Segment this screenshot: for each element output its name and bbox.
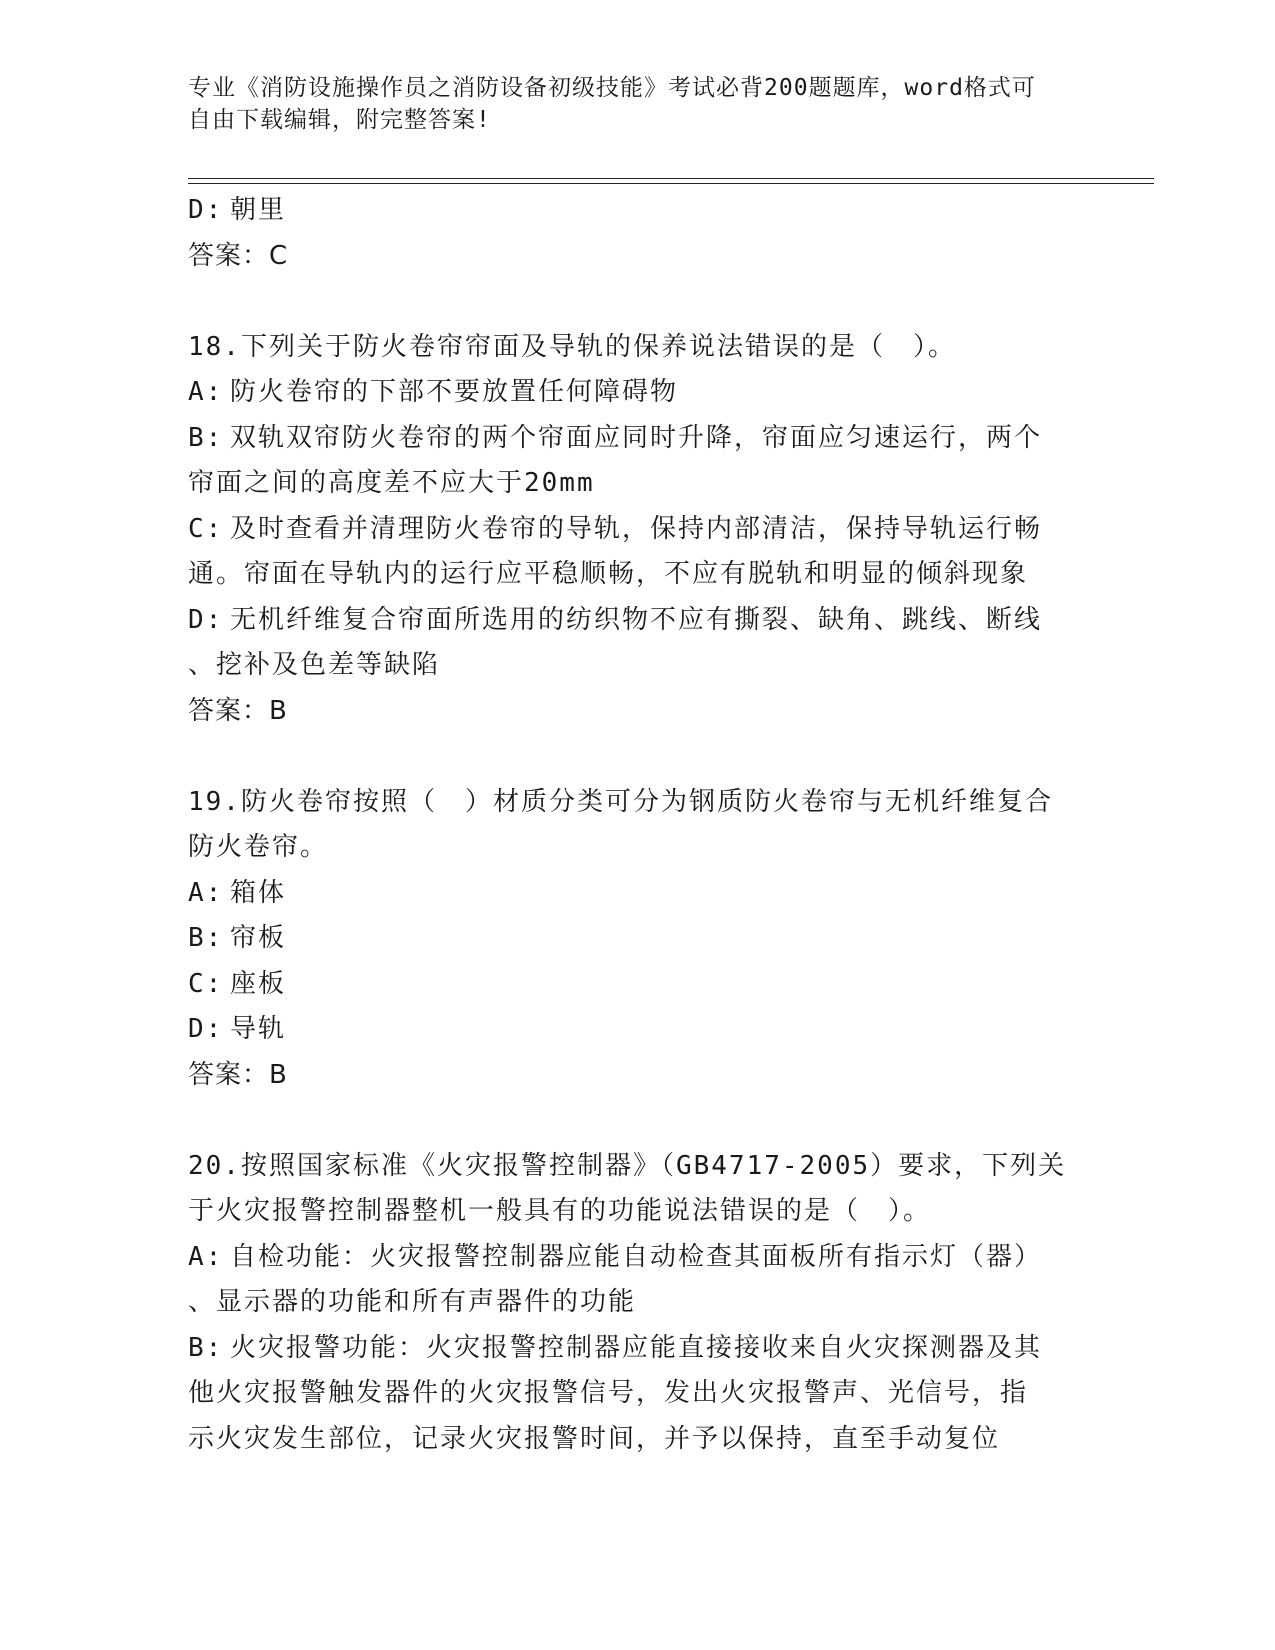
q18-option-a bbox=[188, 370, 1068, 416]
header-title-line-1: 专业《消防设施操作员之消防设备初级技能》考试必背200题题库，word格式可 bbox=[188, 75, 1036, 101]
option-text: 双轨双帘防火卷帘的两个帘面应同时升降，帘面应匀速运行，两个 bbox=[230, 422, 1043, 453]
option-label: B: bbox=[188, 422, 224, 453]
option-text: 座板 bbox=[230, 968, 287, 999]
option-text: 朝里 bbox=[230, 195, 287, 225]
option-label: D: bbox=[188, 195, 224, 225]
q20-option-b bbox=[188, 1326, 1068, 1372]
option-label: B: bbox=[188, 923, 224, 953]
q20-option-b-cont-2: 示火灾发生部位，记录火灾报警时间，并予以保持，直至手动复位 bbox=[188, 1423, 1001, 1454]
option-label: D: bbox=[188, 1014, 224, 1044]
q19-option-b bbox=[188, 916, 1068, 962]
q19-stem: 19.防火卷帘按照（ ）材质分类可分为钢质防火卷帘与无机纤维复合 bbox=[188, 786, 1053, 817]
option-label: A: bbox=[188, 1241, 224, 1272]
option-text: 帘板 bbox=[230, 923, 287, 953]
spacer bbox=[188, 734, 1068, 780]
q18-option-b-cont: 帘面之间的高度差不应大于20mm bbox=[188, 468, 595, 498]
q20-stem: 20.按照国家标准《火灾报警控制器》（GB4717-2005）要求，下列关 bbox=[188, 1150, 1067, 1181]
option-label: C: bbox=[188, 513, 224, 544]
spacer bbox=[188, 1098, 1068, 1144]
q18-option-d bbox=[188, 598, 1068, 644]
option-text: 无机纤维复合帘面所选用的纺织物不应有撕裂、缺角、跳线、断线 bbox=[230, 604, 1043, 635]
option-text: 防火卷帘的下部不要放置任何障碍物 bbox=[230, 377, 679, 407]
q18-option-c-cont: 通。帘面在导轨内的运行应平稳顺畅，不应有脱轨和明显的倾斜现象 bbox=[188, 559, 1029, 589]
q20-option-b-cont-1: 他火灾报警触发器件的火灾报警信号，发出火灾报警声、光信号，指 bbox=[188, 1378, 1029, 1408]
option-text: 箱体 bbox=[230, 877, 287, 908]
option-text: 自检功能：火灾报警控制器应能自动检查其面板所有指示灯（器） bbox=[230, 1241, 1043, 1272]
q19-option-a bbox=[188, 871, 1068, 917]
option-label: D: bbox=[188, 604, 224, 635]
option-label: A: bbox=[188, 377, 224, 407]
q19-answer: 答案：B bbox=[188, 1059, 288, 1090]
q19-option-c bbox=[188, 962, 1068, 1008]
q18-option-b bbox=[188, 416, 1068, 462]
q18-option-c bbox=[188, 507, 1068, 553]
option-text: 火灾报警功能：火灾报警控制器应能直接接收来自火灾探测器及其 bbox=[230, 1332, 1043, 1363]
spacer bbox=[188, 279, 1068, 325]
q20-option-a bbox=[188, 1235, 1068, 1281]
option-text: 及时查看并清理防火卷帘的导轨，保持内部清洁，保持导轨运行畅 bbox=[230, 513, 1043, 544]
option-text: 导轨 bbox=[230, 1014, 287, 1044]
header-title-line-2: 自由下载编辑，附完整答案! bbox=[188, 107, 491, 133]
q18-answer: 答案：B bbox=[188, 695, 288, 726]
option-label: A: bbox=[188, 877, 224, 908]
q19-option-d bbox=[188, 1007, 1068, 1053]
q19-stem-cont: 防火卷帘。 bbox=[188, 832, 329, 862]
option-label: B: bbox=[188, 1332, 224, 1363]
q18-stem: 18.下列关于防火卷帘帘面及导轨的保养说法错误的是（ ）。 bbox=[188, 331, 956, 362]
prev-answer: 答案：C bbox=[188, 240, 289, 271]
q18-option-d-cont: 、挖补及色差等缺陷 bbox=[188, 650, 441, 680]
header-divider-bottom bbox=[188, 183, 1154, 184]
header-divider-top bbox=[188, 178, 1154, 179]
option-label: C: bbox=[188, 968, 224, 999]
question-content bbox=[188, 188, 1068, 1462]
q20-stem-cont: 于火灾报警控制器整机一般具有的功能说法错误的是（ ）。 bbox=[188, 1196, 932, 1226]
document-header bbox=[188, 72, 1068, 136]
q20-option-a-cont: 、显示器的功能和所有声器件的功能 bbox=[188, 1287, 637, 1317]
prev-option-d bbox=[188, 188, 1068, 234]
